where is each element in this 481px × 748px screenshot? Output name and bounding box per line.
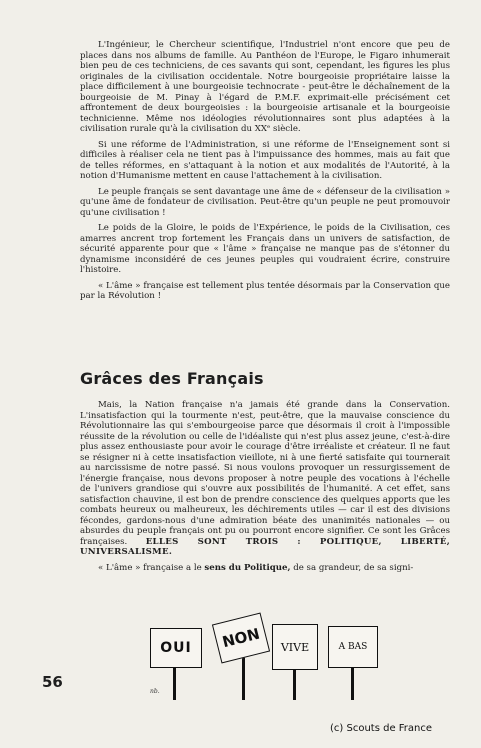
- paragraph: [80, 563, 450, 574]
- sign-label: A BAS: [338, 642, 368, 652]
- section-heading: Grâces des Français: [80, 369, 264, 388]
- sign-vive: [272, 624, 318, 670]
- page-number: 56: [42, 673, 63, 691]
- text-block-intro: [80, 40, 450, 307]
- sign-a-bas: [328, 626, 378, 668]
- paragraph: « L'âme » française est tellement plus tentée désormais par la Conservation que par la Révolution !: [80, 280, 450, 301]
- sign-label: VIVE: [280, 640, 310, 654]
- bold-phrase: sens du Politique,: [204, 562, 291, 573]
- text-block-graces: [80, 400, 450, 578]
- protest-signs-illustration: [150, 604, 380, 704]
- sign-pole: [242, 654, 245, 700]
- copyright-watermark: (c) Scouts de France: [330, 723, 433, 734]
- paragraph: Le peuple français se sent davantage une âme de « défenseur de la civilisation » qu'une âme de fondateur de civilisation. Peut-être qu'un peuple ne peut promouvoir qu'une civilisation !: [80, 186, 450, 218]
- sign-pole: [351, 664, 354, 700]
- paragraph: L'Ingénieur, le Chercheur scientifique, l'Industriel n'ont encore que peu de places dans nos albums de famille. Au Panthéon de l'Europe, le Figaro inhumerait bien peu de ces techniciens, de ces savants qui sont, cependant, les figures les plus originales de la civilisation occidentale. Notre bourgeoisie propriétaire laisse la place difficilement à une bourgeoisie technocrate - peut-être le déchaînement de la bourgeoisie de M. Pinay à l'égard de P.M.F. exprimait-elle précisément cet affrontement de deux bourgeoisies : la bourgeoisie artisanale et la bourgeoisie technicienne. Même nos idéologies révolutionnaires sont plus adaptées à la civilisation rurale qu'à la civilisation du XXᵉ siècle.: [80, 40, 450, 134]
- paragraph-text: de sa grandeur, de sa signi-: [290, 562, 414, 573]
- paragraph: Le poids de la Gloire, le poids de l'Expérience, le poids de la Civilisation, ces amarres ancrent trop fortement les Français dans un univers de satisfaction, de sécurité apparente pour que « l'âme » française ne manque pas de s'étonner du dynamisme inconsidéré de ces jeunes peuples qui voudraient écrire, construire l'histoire.: [80, 223, 450, 275]
- sign-non: [212, 613, 270, 664]
- artist-signature: nb.: [150, 688, 160, 695]
- sign-pole: [293, 666, 296, 700]
- paragraph: Si une réforme de l'Administration, si une réforme de l'Enseignement sont si difficiles à réaliser cela ne tient pas à l'impuissance des hommes, mais au fait que de telles réformes, en s'attaquant à la notion et aux modalités de l'Autorité, à la notion d'Humanisme mettent en cause l'attachement à la civilisation.: [80, 139, 450, 181]
- paragraph-text: Mais, la Nation française n'a jamais été grande dans la Conservation. L'insatisfaction qui la tourmente n'est, peut-être, que la mauvaise conscience du Révolutionnaire las qui s'embourgeoise parce que désormais il croit à l'impossible réussite de la révolution ou celle de l'idéaliste qui n'est plus assez jeune, c'est-à-dire plus assez enthousiaste pour avoir le courage d'être irréaliste et créateur. Il ne faut se résigner ni à cette insatisfaction vieillote, ni à une fierté satisfaite qui tournerait au narcissisme de notre passé. Si nous voulons provoquer un ressurgissement de l'énergie française, nous devons proposer à notre peuple des vocations à l'échelle de l'univers grandiose qui s'ouvre aux possibilités de l'humanité. A cet effet, sans satisfaction chauvine, il est bon de prendre conscience des quelques apports que les combats heureux ou malheureux, les déchirements utiles — car il est des divisions fécondes, gardons-nous d'une admiration béate des unanimités nationales — ou absurdes du peuple français ont pu ou pourront encore signifier. Ce sont les Grâces françaises.: [80, 400, 450, 547]
- paragraph: [80, 400, 450, 558]
- paragraph-text: « L'âme » française a le: [98, 562, 205, 573]
- sign-label: NON: [220, 624, 262, 652]
- sign-oui: [150, 628, 202, 668]
- sign-pole: [173, 664, 176, 700]
- three-graces-statement: ELLES SONT TROIS : POLITIQUE, LIBERTÉ, UNIVERSALISME.: [80, 536, 450, 557]
- sign-label: OUI: [160, 640, 192, 656]
